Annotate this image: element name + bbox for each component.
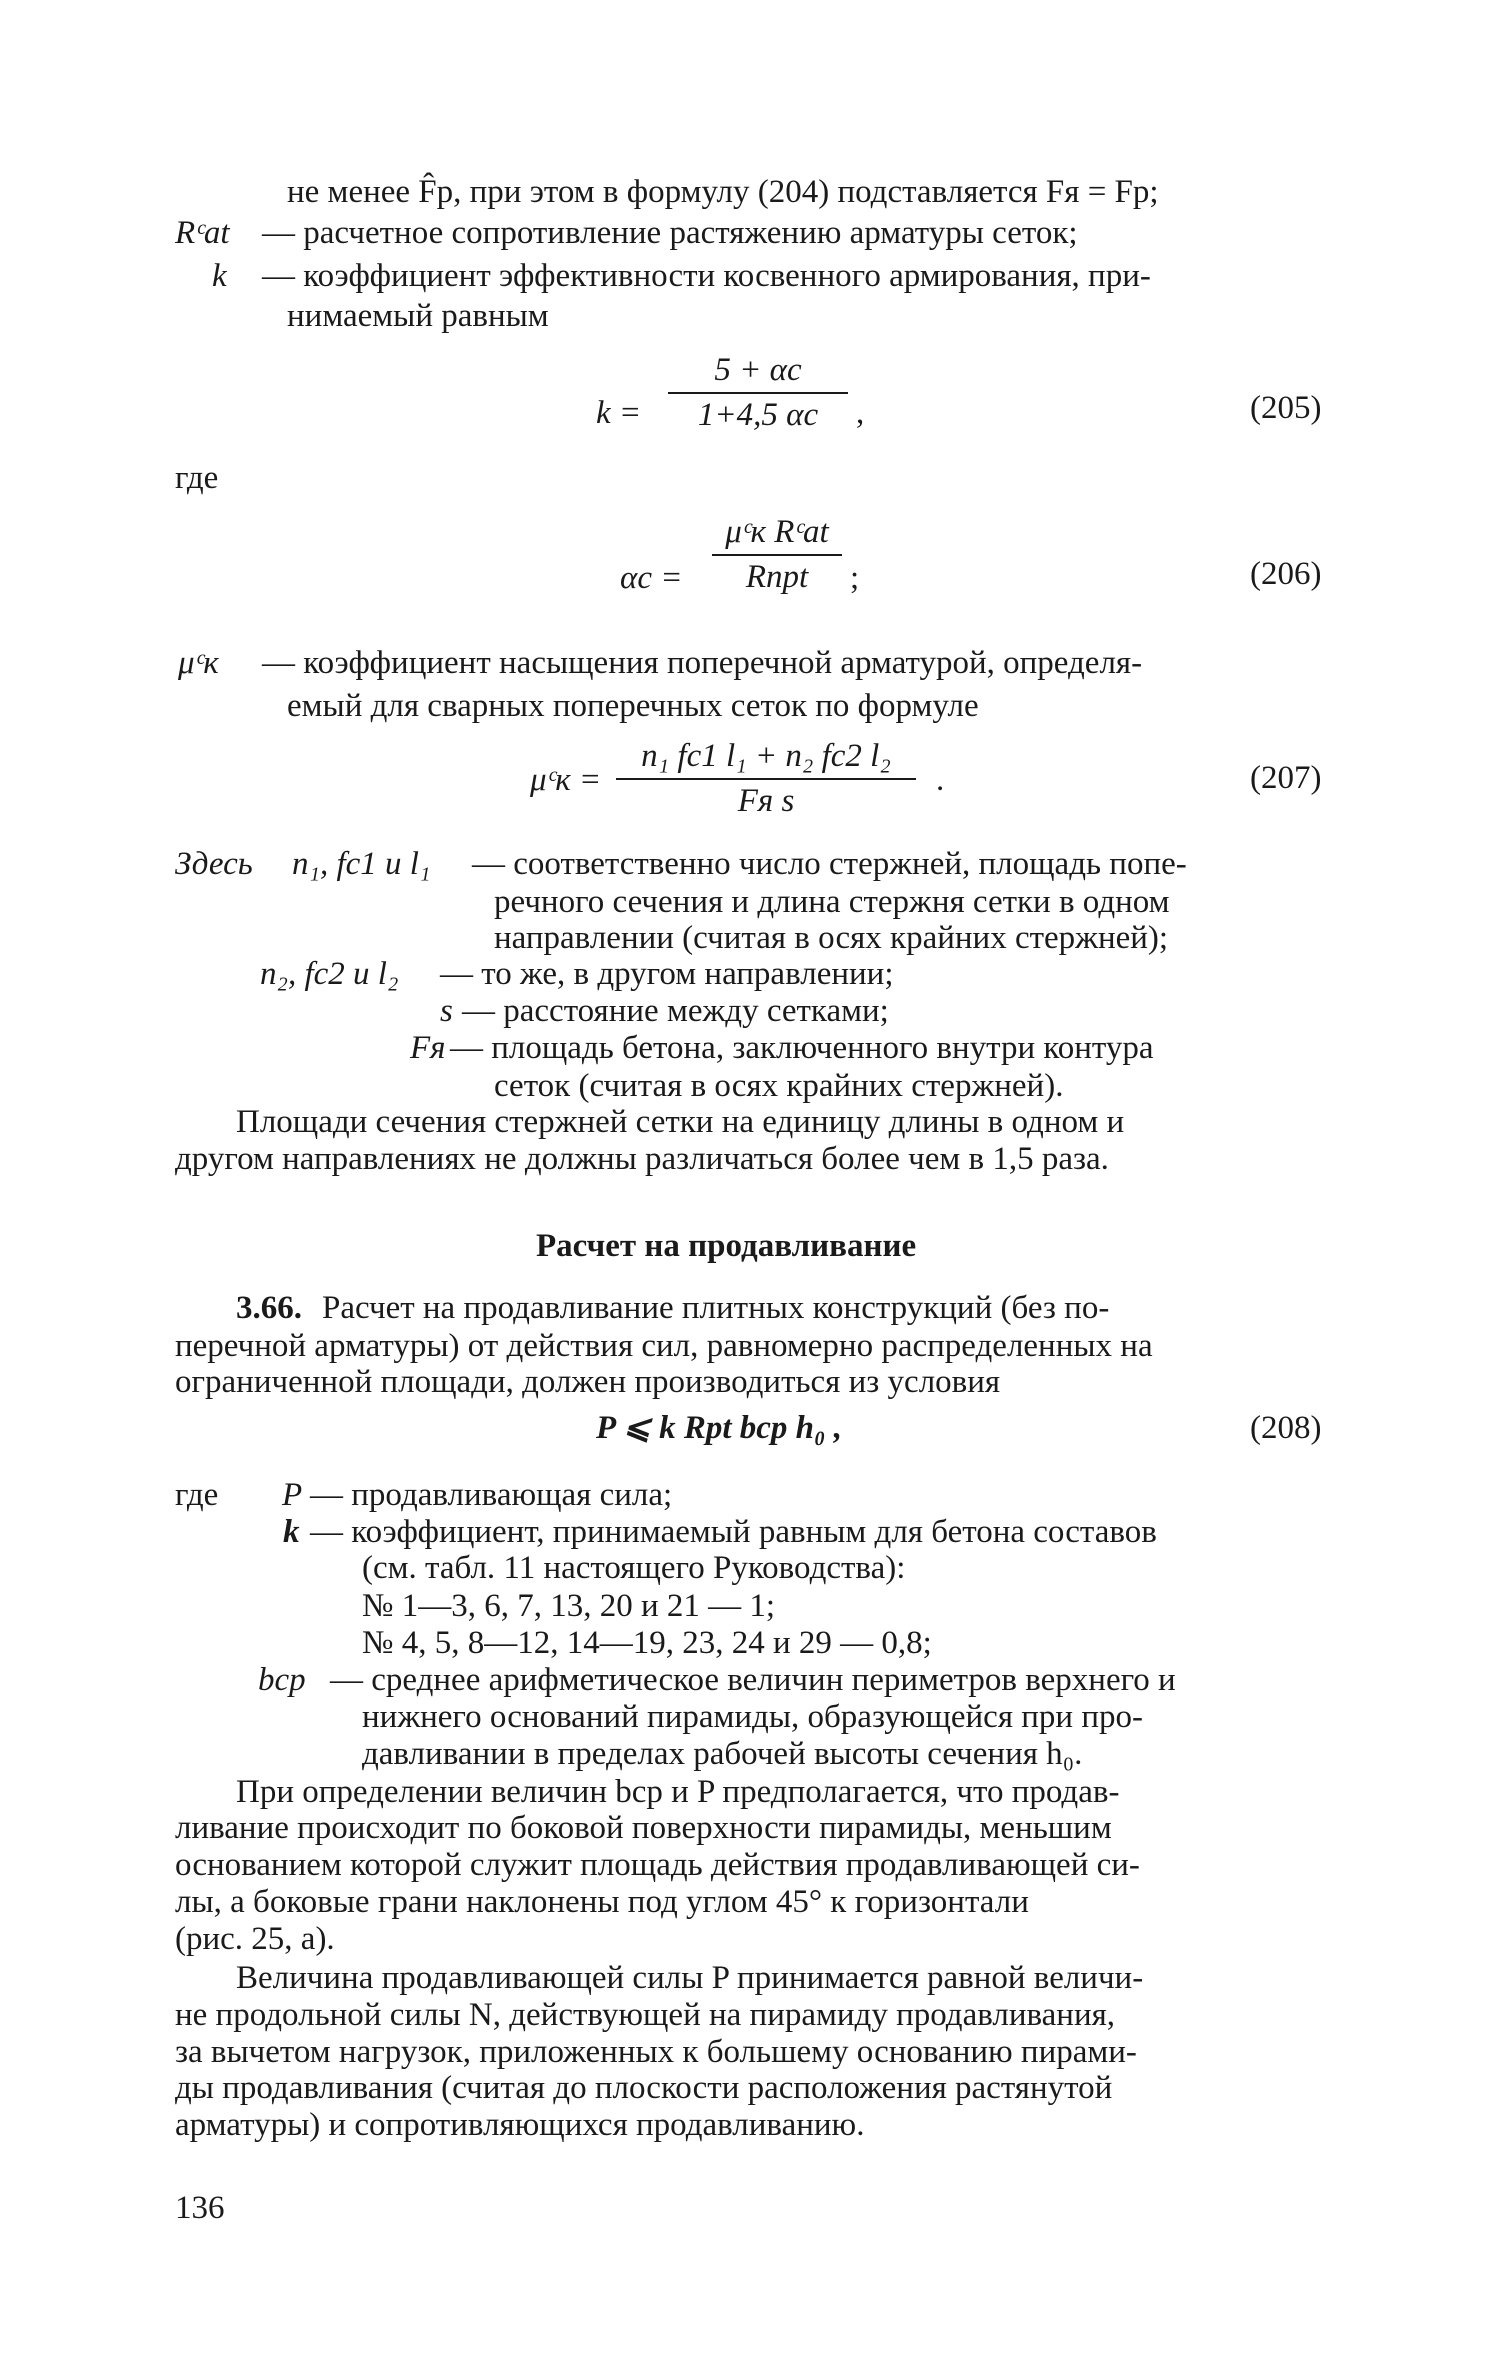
text-line: — коэффициент насыщения поперечной арматурой, определя-	[262, 645, 1143, 681]
paragraph-line: основанием которой служит площадь действия продавливающей си-	[175, 1847, 1140, 1883]
eq206-number: (206)	[1250, 556, 1322, 592]
symbol-s: s	[440, 993, 453, 1029]
text-line: — расстояние между сетками;	[462, 993, 889, 1029]
symbol-p: P	[282, 1477, 303, 1513]
text-line: нимаемый равным	[287, 298, 549, 334]
text-line: — расчетное сопротивление растяжению арматуры сеток;	[262, 215, 1078, 251]
eq206-numerator: μᶜк Rᶜat	[712, 514, 842, 556]
section-heading: Расчет на продавливание	[536, 1228, 917, 1264]
eq207-lhs: μᶜк =	[530, 762, 602, 798]
paragraph-line: При определении величин bср и P предполагается, что продав-	[236, 1774, 1120, 1810]
text-line: давливании в пределах рабочей высоты сечения h₀.	[362, 1736, 1083, 1772]
text-line: (см. табл. 11 настоящего Руководства):	[362, 1550, 906, 1586]
paragraph-line: не продольной силы N, действующей на пирамиду продавливания,	[175, 1997, 1116, 2033]
symbol-b-sr: bср	[258, 1662, 306, 1698]
paragraph-line: перечной арматуры) от действия сил, равномерно распределенных на	[175, 1328, 1153, 1364]
eq207-denominator: Fя s	[737, 783, 795, 819]
eq205-tail: ,	[856, 395, 865, 431]
symbol-r-at: Rᶜat	[175, 215, 230, 251]
symbol-n1-f1-l1: n₁, fс1 и l₁	[292, 846, 431, 882]
text-line: речного сечения и длина стержня сетки в одном	[494, 884, 1170, 920]
symbol-f-ya: Fя	[410, 1030, 446, 1066]
eq208-number: (208)	[1250, 1410, 1322, 1446]
paragraph-line: (рис. 25, а).	[175, 1921, 335, 1957]
eq206-lhs: αс =	[620, 560, 683, 596]
paragraph-line: другом направлениях не должны различаться более чем в 1,5 раза.	[175, 1141, 1109, 1177]
text-line: — коэффициент, принимаемый равным для бетона составов	[310, 1514, 1157, 1550]
eq207-fraction	[616, 738, 916, 820]
eq206-tail: ;	[850, 560, 860, 596]
text-line: — коэффициент эффективности косвенного армирования, при-	[262, 258, 1151, 294]
symbol-k: k	[212, 258, 227, 294]
text-line: сеток (считая в осях крайних стержней).	[494, 1068, 1064, 1104]
eq207-number: (207)	[1250, 760, 1322, 796]
eq206-denominator: Rпрt	[745, 559, 809, 595]
symbol-k: k	[283, 1514, 300, 1550]
eq205-lhs: k =	[596, 395, 642, 431]
clause-number: 3.66.	[236, 1290, 302, 1326]
paragraph-line: ды продавливания (считая до плоскости расположения растянутой	[175, 2070, 1113, 2106]
eq207-numerator: n₁ fс1 l₁ + n₂ fс2 l₂	[616, 738, 916, 780]
eq205-fraction	[668, 352, 848, 434]
symbol-n2-f2-l2: n₂, fс2 и l₂	[260, 956, 399, 992]
text-line: № 1—3, 6, 7, 13, 20 и 21 — 1;	[362, 1588, 776, 1624]
text-line: № 4, 5, 8—12, 14—19, 23, 24 и 29 — 0,8;	[362, 1625, 932, 1661]
eq206-fraction	[712, 514, 842, 596]
text-line: емый для сварных поперечных сеток по формуле	[287, 688, 979, 724]
symbol-mu: μᶜк	[178, 645, 219, 681]
zdes-label: Здесь	[175, 846, 253, 882]
paragraph-line: за вычетом нагрузок, приложенных к большему основанию пирами-	[175, 2034, 1137, 2070]
text-line: — то же, в другом направлении;	[440, 956, 894, 992]
text-line: — площадь бетона, заключенного внутри контура	[450, 1030, 1154, 1066]
text-line: направлении (считая в осях крайних стержней);	[494, 920, 1169, 956]
text-line: нижнего оснований пирамиды, образующейся при про-	[362, 1699, 1143, 1735]
paragraph-line: лы, а боковые грани наклонены под углом 45° к горизонтали	[175, 1884, 1029, 1920]
where-label: где	[175, 460, 219, 496]
text-line: — соответственно число стержней, площадь попе-	[472, 846, 1187, 882]
eq205-denominator: 1+4,5 αс	[697, 397, 819, 433]
page-number: 136	[175, 2190, 225, 2226]
paragraph-line: Величина продавливающей силы P принимается равной величи-	[236, 1960, 1144, 1996]
where-label: где	[175, 1477, 219, 1513]
text-line: — среднее арифметическое величин периметров верхнего и	[330, 1662, 1176, 1698]
paragraph-line: ограниченной площади, должен производиться из условия	[175, 1364, 1001, 1400]
paragraph-line: ливание происходит по боковой поверхности пирамиды, меньшим	[175, 1810, 1112, 1846]
eq205-number: (205)	[1250, 390, 1322, 426]
paragraph-line: Расчет на продавливание плитных конструкций (без по-	[322, 1290, 1110, 1326]
text-line: — продавливающая сила;	[310, 1477, 673, 1513]
eq208-formula: P ⩽ k Rрt bср h₀ ,	[596, 1410, 843, 1446]
paragraph-line: Площади сечения стержней сетки на единицу длины в одном и	[236, 1104, 1125, 1140]
eq207-tail: .	[936, 762, 945, 798]
text-line: не менее F̂р, при этом в формулу (204) подставляется Fя = Fр;	[287, 174, 1159, 210]
paragraph-line: арматуры) и сопротивляющихся продавливанию.	[175, 2107, 865, 2143]
eq205-numerator: 5 + αс	[668, 352, 848, 394]
